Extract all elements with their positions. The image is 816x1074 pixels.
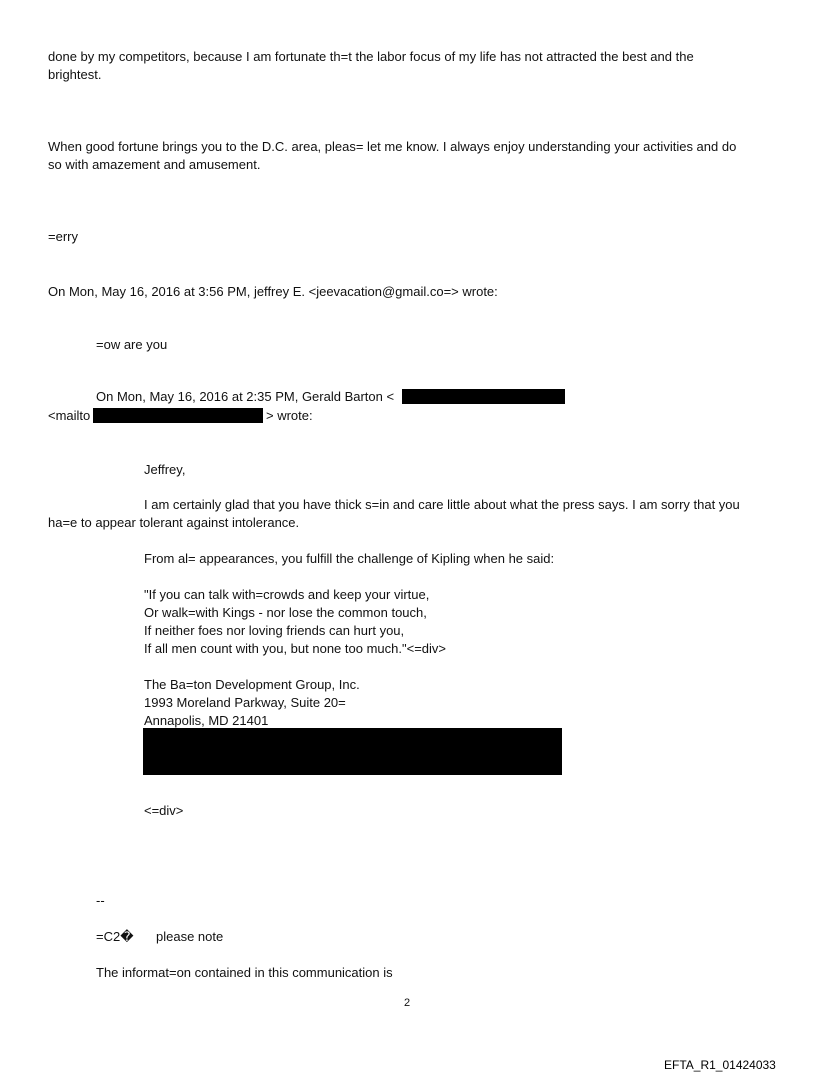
body-paragraph-line-2: ha=e to appear tolerant against intolerance. xyxy=(48,515,300,530)
div-tag: <=div> xyxy=(144,803,184,818)
greeting: Jeffrey, xyxy=(144,462,186,477)
signature-line-2: 1993 Moreland Parkway, Suite 20= xyxy=(144,695,346,710)
poem-line-4: If all men count with you, but none too much."<=div> xyxy=(144,641,446,656)
poem-line-1: "If you can talk with=crowds and keep your virtue, xyxy=(144,587,430,602)
signature-line-3: Annapolis, MD 21401 xyxy=(144,713,269,728)
poem-line-2: Or walk=with Kings - nor lose the common touch, xyxy=(144,605,427,620)
footer-id: EFTA_R1_01424033 xyxy=(664,1058,776,1072)
body-paragraph-line-1: I am certainly glad that you have thick s=in and care little about what the press says. I am sorry that you xyxy=(144,497,740,512)
reply-header-2-line-1: On Mon, May 16, 2016 at 2:35 PM, Gerald Barton < xyxy=(96,389,395,404)
paragraph-2-line-1: When good fortune brings you to the D.C. area, pleas= let me know. I always enjoy understanding your activities and do xyxy=(48,139,737,154)
disclaimer: The informat=on contained in this communication is xyxy=(96,965,393,980)
note-prefix: =C2� xyxy=(96,929,134,944)
signoff: =erry xyxy=(48,229,78,244)
paragraph-2-line-2: so with amazement and amusement. xyxy=(48,157,261,172)
note-text: please note xyxy=(156,929,224,944)
reply-body-1: =ow are you xyxy=(96,337,168,352)
separator: -- xyxy=(96,893,105,908)
page-number: 2 xyxy=(404,997,411,1009)
reply-header-2-line-2-suffix: > wrote: xyxy=(266,408,313,423)
redaction-mailto xyxy=(93,408,263,423)
poem-line-3: If neither foes nor loving friends can hurt you, xyxy=(144,623,405,638)
redaction-email xyxy=(402,389,565,404)
reply-header-1: On Mon, May 16, 2016 at 3:56 PM, jeffrey E. <jeevacation@gmail.co=> wrote: xyxy=(48,284,498,299)
redaction-signature-block xyxy=(143,728,562,775)
reply-header-2-line-2-prefix: <mailto xyxy=(48,408,91,423)
signature-line-1: The Ba=ton Development Group, Inc. xyxy=(144,677,360,692)
kipling-intro: From al= appearances, you fulfill the challenge of Kipling when he said: xyxy=(144,551,555,566)
paragraph-1-line-2: brightest. xyxy=(48,67,102,82)
paragraph-1-line-1: done by my competitors, because I am fortunate th=t the labor focus of my life has not attracted the best and the xyxy=(48,49,694,64)
